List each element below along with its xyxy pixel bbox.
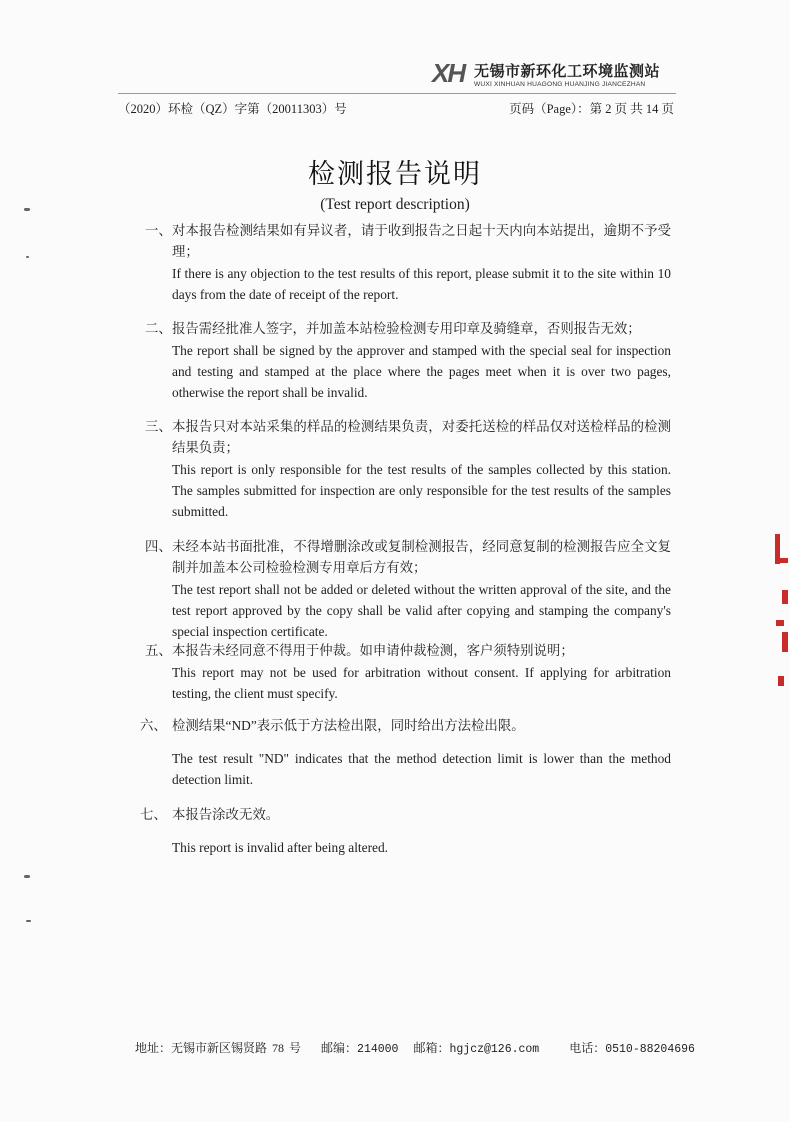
postcode: 214000 [357, 1043, 399, 1056]
item-text-cn: 本报告涂改无效。 [172, 807, 280, 822]
page-info: 页码（Page）：第 2 页 共 14 页 [509, 102, 674, 116]
phone-label: 电话： [569, 1041, 606, 1055]
document-title: 检测报告说明 [308, 159, 482, 190]
item-text-cn: 本报告未经同意不得用于仲裁。如申请仲裁检测，客户须特别说明； [172, 643, 574, 658]
item-text-cn: 未经本站书面批准，不得增删涂改或复制检测报告，经同意复制的检测报告应全文复制并加盖本公司检验检测专用章后方有效； [172, 539, 671, 575]
postcode-label: 邮编： [321, 1041, 358, 1055]
list-item [140, 804, 671, 858]
list-item [140, 715, 671, 790]
phone: 0510-88204696 [605, 1043, 695, 1056]
item-text-cn: 对本报告检测结果如有异议者，请于收到报告之日起十天内向本站提出，逾期不予受理； [172, 223, 671, 259]
email: hgjcz@126.com [449, 1043, 540, 1056]
org-logo [432, 56, 692, 92]
item-text-en: This report is only responsible for the test results of the samples collected by this station. The samples submitted for inspection are only responsible for the test results of the samples submitted. [172, 462, 671, 519]
address-label: 地址： [135, 1041, 172, 1055]
item-text-cn: 检测结果“ND”表示低于方法检出限，同时给出方法检出限。 [172, 718, 525, 733]
list-item [145, 416, 671, 522]
item-text-en: This report may not be used for arbitration without consent. If applying for arbitration testing, the client must specify. [172, 665, 671, 701]
list-item [145, 318, 671, 403]
item-number: 七、 [140, 807, 167, 822]
address: 无锡市新区锡贤路 78 号 [171, 1041, 302, 1055]
item-number: 三、 [145, 419, 172, 434]
item-number: 六、 [140, 718, 167, 733]
list-item [145, 640, 671, 704]
item-text-en: The test result "ND" indicates that the method detection limit is lower than the method detection limit. [172, 751, 671, 787]
logo-mark: XH [432, 58, 465, 88]
footer-contact [135, 1039, 695, 1056]
document-subtitle: (Test report description) [320, 196, 470, 213]
item-text-en: The test report shall not be added or deleted without the written approval of the site, and the test report approved by the copy shall be valid after copying and stamping the company's special inspection certificate. [172, 582, 671, 639]
item-number: 五、 [145, 643, 172, 658]
org-pinyin: WUXI XINHUAN HUAGONG HUANJING JIANCEZHAN [474, 81, 646, 88]
org-name: 无锡市新环化工环境监测站 [474, 62, 661, 80]
list-item [145, 536, 671, 642]
item-text-cn: 报告需经批准人签字，并加盖本站检验检测专用印章及骑缝章，否则报告无效； [172, 321, 641, 336]
header-divider [118, 93, 676, 94]
item-number: 二、 [145, 321, 172, 336]
item-text-en: The report shall be signed by the approver and stamped with the special seal for inspection and testing and stamped at the place where the pages meet when it is over two pages, otherwise the report shall be invalid. [172, 343, 671, 400]
item-text-en: This report is invalid after being altered. [172, 840, 389, 855]
report-number: （2020）环检（QZ）字第（20011303）号 [118, 102, 347, 116]
item-text-en: If there is any objection to the test results of this report, please submit it to the site within 10 days from the date of receipt of the report. [172, 266, 671, 302]
item-number: 一、 [145, 223, 172, 238]
email-label: 邮箱： [413, 1041, 450, 1055]
item-text-cn: 本报告只对本站采集的样品的检测结果负责，对委托送检的样品仅对送检样品的检测结果负责； [172, 419, 671, 455]
list-item [145, 220, 671, 305]
item-number: 四、 [145, 539, 172, 554]
